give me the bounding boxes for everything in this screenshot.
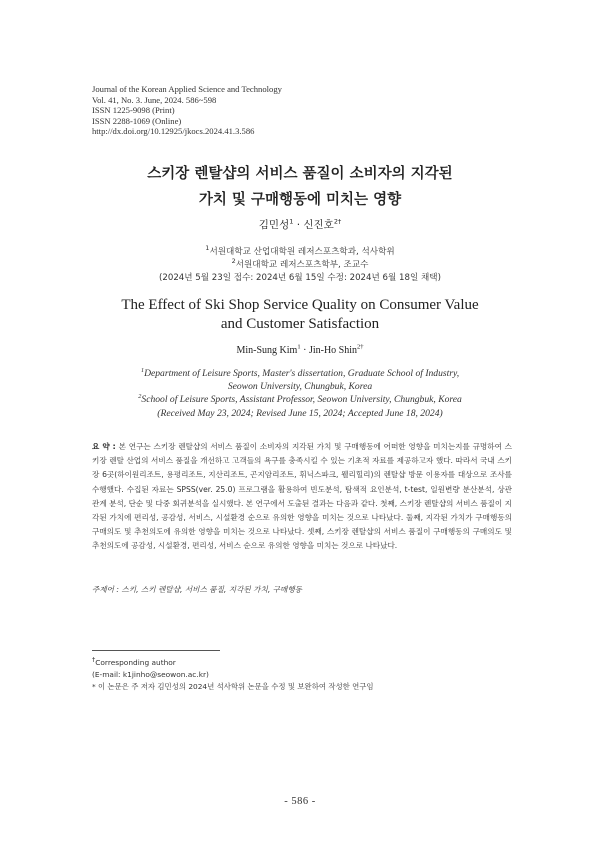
journal-issn-online: ISSN 2288-1069 (Online) <box>92 115 182 126</box>
corresponding-label: Corresponding author <box>95 658 176 667</box>
keywords-text: 스키, 스키 렌탈샵, 서비스 품질, 지각된 가치, 구매행동 <box>121 585 303 594</box>
english-author2: Jin-Ho Shin <box>308 345 357 356</box>
korean-affiliation2 <box>0 259 600 272</box>
abstract-label: 요 약 : <box>92 442 119 451</box>
korean-affil1-text: 서원대학교 산업대학원 레저스포츠학과, 석사학위 <box>209 247 395 257</box>
english-affil1-mark: 1 <box>140 366 145 374</box>
korean-dates: (2024년 5월 23일 접수: 2024년 6월 15일 수정: 2024년 6월 18일 채택) <box>159 273 441 283</box>
journal-issn-print: ISSN 1225-9098 (Print) <box>92 105 175 116</box>
english-author2-mark: 2† <box>357 343 364 351</box>
korean-author2-mark: 2† <box>333 217 342 226</box>
korean-title-line2: 가치 및 구매행동에 미치는 영향 <box>198 192 402 208</box>
korean-affil2-mark: 2 <box>231 257 236 266</box>
english-affil2-mark: 2 <box>138 393 142 401</box>
english-title-line1: The Effect of Ski Shop Service Quality on Consumer Value <box>121 297 479 313</box>
keywords <box>92 584 302 595</box>
korean-affil1-mark: 1 <box>205 244 210 253</box>
journal-doi: http://dx.doi.org/10.12925/jkocs.2024.41.3.586 <box>92 126 255 137</box>
korean-author1-mark: 1 <box>289 217 294 226</box>
corresponding-author <box>92 657 374 669</box>
korean-affil2-text: 서원대학교 레저스포츠학부, 조교수 <box>235 260 369 270</box>
korean-author1: 김민성 <box>258 219 290 231</box>
thesis-note: * 이 논문은 주 저자 김민성의 2024년 석사학위 논문을 수정 및 보완하여 작성한 연구임 <box>92 681 374 691</box>
english-author-separator: · <box>300 345 309 356</box>
korean-affiliations <box>0 246 600 285</box>
english-authors <box>0 345 600 356</box>
korean-title <box>0 161 600 213</box>
english-author1-mark: 1 <box>297 343 301 351</box>
journal-info <box>92 84 282 137</box>
english-author1: Min-Sung Kim <box>236 345 298 356</box>
english-affil1-text: Department of Leisure Sports, Master's dissertation, Graduate School of Industry, <box>144 368 460 379</box>
korean-title-line1: 스키장 렌탈샵의 서비스 품질이 소비자의 지각된 <box>147 166 453 182</box>
corresponding-email: (E-mail: k1jinho@seowon.ac.kr) <box>92 669 209 679</box>
journal-volume: Vol. 41, No. 3. June, 2024. 586~598 <box>92 94 217 105</box>
korean-author2: 신진호 <box>303 219 334 231</box>
english-dates: (Received May 23, 2024; Revised June 15, 2024; Accepted June 18, 2024) <box>157 407 443 419</box>
abstract <box>92 440 512 554</box>
english-affiliations <box>0 367 600 420</box>
page-number: - 586 - <box>284 796 316 807</box>
footnote-divider <box>92 650 220 651</box>
english-title-line2: and Customer Satisfaction <box>220 316 380 332</box>
abstract-text: 본 연구는 스키장 렌탈샵의 서비스 품질이 소비자의 지각된 가치 및 구매행동에 어떠한 영향을 미치는지를 규명하여 스키장 렌탈 산업의 서비스 품질을 개선하고 고객들의 욕구를 충족시킬 수 있는 기초적 자료를 제공하고자 했다. 따라서 국내 스키장 6곳(하이원리조트, 용평리조트, 지산리조트, 곤지암리조트, 휘닉스파크, 웰리힐리)의 렌탈샵 방문 이용자를 대상으로 조사를 수행했다. 수집된 자료는 SPSS(ver. 25.0) 프로그램을 활용하여 빈도분석, 탐색적 요인분석, t-test, 일원변량 분산분석, 상관관계 분석, 단순 및 다중 회귀분석을 실시했다. 본 연구에서 도출된 결과는 다음과 같다. 첫째, 스키장 렌탈샵의 서비스 품질이 지각된 가치에 편리성, 공감성, 서비스, 시설환경 순으로 유의한 영향을 미치는 것으로 나타났다. 둘째, 지각된 가치가 구매행동의 구매의도 및 추천의도에 유의한 영향을 미치는 것으로 나타났다. 셋째, 스키장 렌탈샵의 서비스 품질이 구매행동의 구매의도 및 추천의도에 공감성, 시설환경, 편리성, 서비스 순으로 유의한 영향을 미치는 것으로 나타났다. <box>92 442 513 551</box>
english-title <box>0 296 600 334</box>
korean-author-separator: · <box>293 219 304 231</box>
english-affil2-text: School of Leisure Sports, Assistant Professor, Seowon University, Chungbuk, Korea <box>141 394 462 406</box>
keywords-label: 주제어 : <box>92 585 122 594</box>
corresponding-mark: † <box>92 655 96 664</box>
english-affiliation1-line2: Seowon University, Chungbuk, Korea <box>227 381 373 393</box>
footnotes <box>92 657 374 692</box>
english-affiliation2 <box>0 393 600 406</box>
journal-name: Journal of the Korean Applied Science and Technology <box>92 84 282 94</box>
korean-authors <box>0 217 600 232</box>
english-affiliation1-line1 <box>0 367 600 380</box>
korean-affiliation1 <box>0 246 600 259</box>
